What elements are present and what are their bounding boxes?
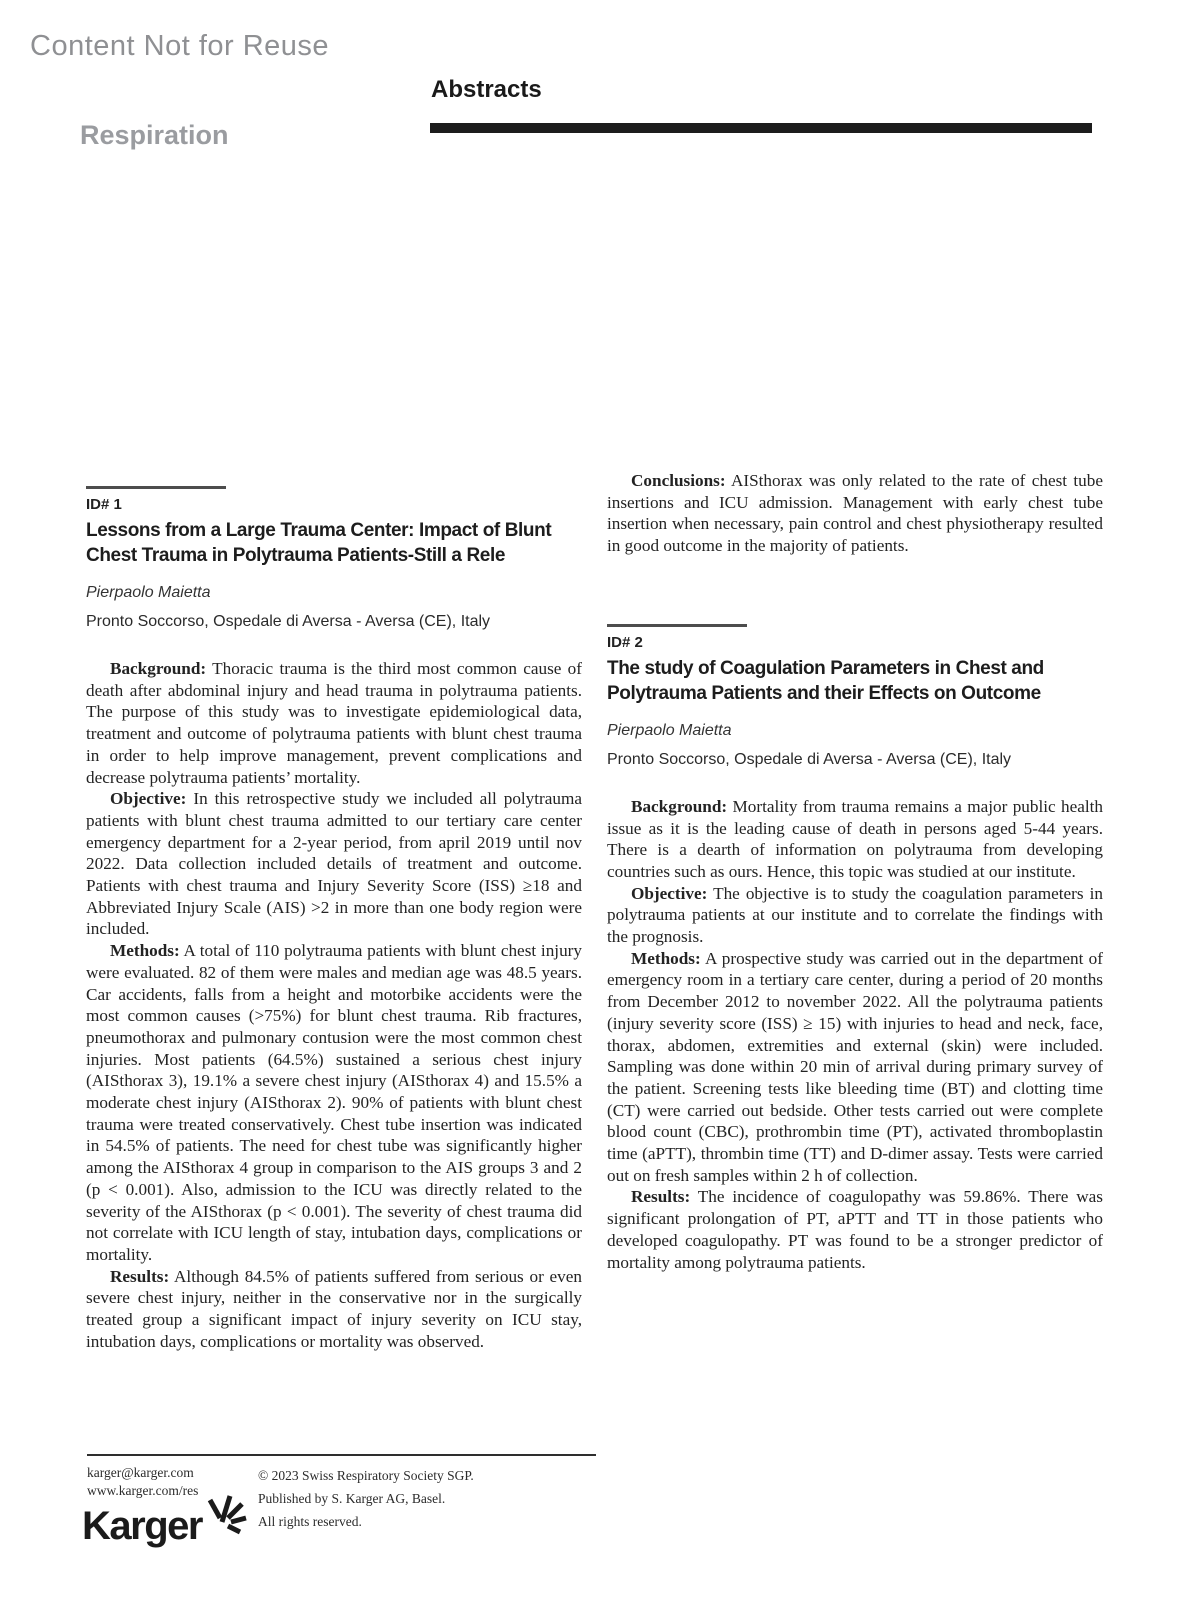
section-text: Although 84.5% of patients suffered from serious or even severe chest injury, neither in the conservative nor in the surgically treated group a significant impact of injury severity on ICU stay, intubation days, complications or mortality was observed. — [86, 1266, 582, 1351]
abstract-2-author: Pierpaolo Maietta — [607, 721, 732, 739]
journal-name: Respiration — [80, 120, 229, 150]
abstract-2-results-paragraph — [607, 1186, 1103, 1273]
abstract-1-author: Pierpaolo Maietta — [86, 584, 211, 601]
abstract-1-methods-paragraph — [86, 940, 582, 1266]
title-rule — [430, 123, 1092, 133]
publisher-email: karger@karger.com — [87, 1465, 194, 1480]
footer-rule — [87, 1454, 596, 1456]
section-label: Objective: — [110, 789, 187, 809]
abstract-2-methods-paragraph — [607, 948, 1103, 1187]
abstract-2-body — [607, 796, 1103, 1273]
abstract-1-body — [86, 658, 582, 1353]
section-label: Results: — [110, 1266, 170, 1286]
karger-logo — [82, 1504, 250, 1549]
karger-logo-text: Karger — [82, 1504, 202, 1548]
abstract-1-header — [86, 486, 582, 631]
karger-logo-spark-icon — [204, 1494, 250, 1546]
watermark-text: Content Not for Reuse — [30, 30, 330, 62]
abstract-1-title: Lessons from a Large Trauma Center: Impact of Blunt Chest Trauma in Polytrauma Patients-Still a Rele — [86, 520, 552, 566]
page-title: Abstracts — [431, 76, 542, 103]
footer-contact — [87, 1464, 198, 1500]
section-text: Thoracic trauma is the third most common cause of death after abdominal injury and head trauma in polytrauma patients. The purpose of this study was to investigate epidemiological data, treatment and outcome of polytrauma patients with blunt chest trauma in order to help improve management, prevent complications and decrease polytrauma patients’ mortality. — [86, 659, 582, 787]
section-text: Mortality from trauma remains a major public health issue as it is the leading cause of death in persons aged 5-44 years. There is a dearth of information on polytrauma from developing countries such as ours. Hence, this topic was studied at our institute. — [607, 796, 1103, 881]
section-label: Objective: — [631, 883, 708, 903]
abstract-2-id: ID# 2 — [607, 633, 643, 651]
abstract-2-rule — [607, 624, 747, 627]
section-text: AISthorax was only related to the rate of chest tube insertions and ICU admission. Management with early chest tube insertion when necessary, pain control and chest physiotherapy resulted in good outcome in the majority of patients. — [607, 471, 1103, 556]
abstract-1-results-paragraph — [86, 1266, 582, 1353]
abstract-1-conclusions-paragraph — [607, 470, 1103, 557]
section-label: Conclusions: — [631, 471, 726, 490]
section-label: Methods: — [110, 941, 180, 961]
abstract-2-title: The study of Coagulation Parameters in Chest and Polytrauma Patients and their Effects on Outcome — [607, 657, 1044, 704]
section-text: In this retrospective study we included all polytrauma patients with blunt chest trauma admitted to our tertiary care center emergency department for a 2-year period, from april 2019 until nov 2022. Data collection included details of treatment and outcome. Patients with chest trauma and Injury Severity Score (ISS) ≥18 and Abbreviated Injury Scale (AIS) >2 in more than one body region were included. — [86, 789, 582, 939]
section-text: A total of 110 polytrauma patients with blunt chest injury were evaluated. 82 of them were males and median age was 48.5 years. Car accidents, falls from a height and motorbike accidents were the most common causes (>75%) for blunt chest trauma. Rib fractures, pneumothorax and pulmonary contusion were the most common chest injuries. Most patients (64.5%) sustained a serious chest injury (AISthorax 3), 19.1% a severe chest injury (AISthorax 4) and 15.5% a moderate chest injury (AISthorax 2). 90% of patients with blunt chest trauma were treated conservatively. Chest tube insertion was indicated in 54.5% of patients. The need for chest tube was significantly higher among the AISthorax 4 group in comparison to the AIS groups 3 and 2 (p < 0.001). Also, admission to the ICU was directly related to the severity of the AISthorax (p < 0.001). The severity of chest trauma did not correlate with ICU length of stay, intubation days, complications or mortality. — [86, 941, 582, 1264]
footer-copyright — [258, 1464, 474, 1533]
section-text: The incidence of coagulopathy was 59.86%. There was significant prolongation of PT, aPTT and TT in those patients who developed coagulopathy. PT was found to be a stronger predictor of mortality among polytrauma patients. — [607, 1187, 1103, 1272]
abstract-2-header — [607, 624, 1103, 769]
section-text: A prospective study was carried out in the department of emergency room in a tertiary care center, during a period of 20 months from December 2012 to november 2022. All the polytrauma patients (injury severity score (ISS) ≥ 15) with injuries to head and neck, face, thorax, abdomen, extremities and external (skin) were included. Sampling was done within 20 min of arrival during primary survey of the patient. Screening tests like bleeding time (BT) and clotting time (CT) were carried out bedside. Other tests carried out were complete blood count (CBC), prothrombin time (PT), activated thromboplastin time (aPTT), thrombin time (TT) and D-dimer assay. Tests were carried out on fresh samples within 2 h of collection. — [607, 948, 1103, 1185]
right-column — [607, 470, 1103, 1273]
abstract-2-background-paragraph — [607, 796, 1103, 883]
section-text: The objective is to study the coagulation parameters in polytrauma patients at our institute and to correlate the findings with the prognosis. — [607, 883, 1103, 947]
left-column — [86, 486, 582, 1353]
section-label: Background: — [110, 659, 207, 678]
abstract-2-affiliation: Pronto Soccorso, Ospedale di Aversa - Aversa (CE), Italy — [607, 750, 1012, 768]
section-label: Background: — [631, 796, 728, 816]
copyright-line: © 2023 Swiss Respiratory Society SGP. — [258, 1468, 474, 1483]
section-label: Methods: — [631, 948, 701, 968]
publisher-website: www.karger.com/res — [87, 1483, 199, 1498]
abstract-1-affiliation: Pronto Soccorso, Ospedale di Aversa - Aversa (CE), Italy — [86, 613, 491, 630]
abstract-1-objective-paragraph — [86, 788, 582, 940]
section-label: Results: — [631, 1187, 691, 1207]
abstract-1-id: ID# 1 — [86, 496, 122, 513]
copyright-line: Published by S. Karger AG, Basel. — [258, 1491, 446, 1506]
abstract-1-rule — [86, 486, 226, 489]
abstract-1-background-paragraph — [86, 658, 582, 788]
copyright-line: All rights reserved. — [258, 1514, 362, 1529]
abstract-2-objective-paragraph — [607, 883, 1103, 948]
